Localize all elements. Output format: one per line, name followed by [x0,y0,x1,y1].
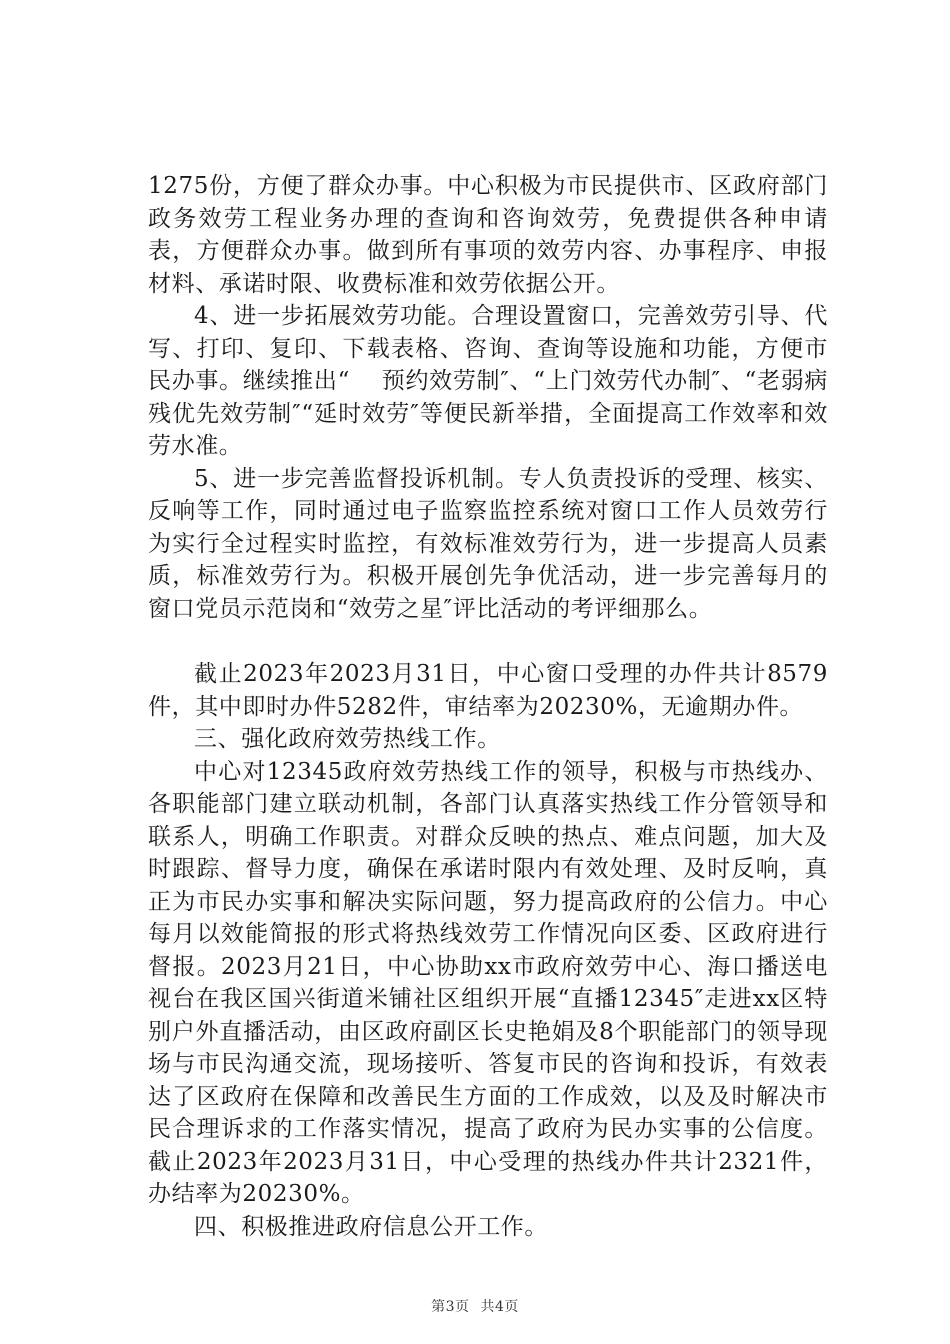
page-number: 第3页 [431,1299,470,1315]
text-block-2 [148,658,828,1243]
page-footer [0,1296,950,1316]
document-body [148,170,828,1243]
paragraph: 四、积极推进政府信息公开工作。 [194,1213,548,1240]
paragraph: 三、强化政府效劳热线工作。 [194,726,501,752]
paragraph: 1275份，方便了群众办事。中心积极为市民提供市、区政府部门政务效劳工程业务办理的查询和咨询效劳，免费提供各种申请表，方便群众办事。做到所有事项的效劳内容、办事程序、申报材料、承诺时限、收费标准和效劳依据公开。 [148,173,828,297]
paragraph: 4、进一步拓展效劳功能。合理设置窗口，完善效劳引导、代写、打印、复印、下载表格、咨询、查询等设施和功能，方便市民办事。继续推出“ 预约效劳制″、“上门效劳代办制″、“老弱病残优先效劳制″“延时效劳″等便民新举措，全面提高工作效率和效劳水准。 [148,303,828,459]
paragraph: 5、进一步完善监督投诉机制。专人负责投诉的受理、核实、反响等工作，同时通过电子监察监控系统对窗口工作人员效劳行为实行全过程实时监控，有效标准效劳行为，进一步提高人员素质，标准效劳行为。积极开展创先争优活动，进一步完善每月的窗口党员示范岗和“效劳之星″评比活动的考评细那么。 [148,465,828,622]
paragraph: 中心对12345政府效劳热线工作的领导，积极与市热线办、各职能部门建立联动机制，各部门认真落实热线工作分管领导和联系人，明确工作职责。对群众反映的热点、难点问题，加大及时跟踪、督导力度，确保在承诺时限内有效处理、及时反响，真正为市民办实事和解决实际问题，努力提高政府的公信力。中心每月以效能简报的形式将热线效劳工作情况向区委、区政府进行督报。2023月21日，中心协助xx市政府效劳中心、海口播送电视台在我区国兴街道米铺社区组织开展“直播12345″走进xx区特别户外直播活动，由区政府副区长史艳娟及8个职能部门的领导现场与市民沟通交流，现场接听、答复市民的咨询和投诉，有效表达了区政府在保障和改善民生方面的工作成效，以及及时解决市民合理诉求的工作落实情况，提高了政府为民办实事的公信度。截止2023年2023月31日，中心受理的热线办件共计2321件，办结率为20230%。 [148,758,828,1207]
page-total: 共4页 [480,1299,519,1315]
paragraph-gap [148,625,828,658]
text-block-1 [148,170,828,625]
paragraph: 截止2023年2023月31日，中心窗口受理的办件共计8579件，其中即时办件5282件，审结率为20230%，无逾期办件。 [148,661,828,720]
